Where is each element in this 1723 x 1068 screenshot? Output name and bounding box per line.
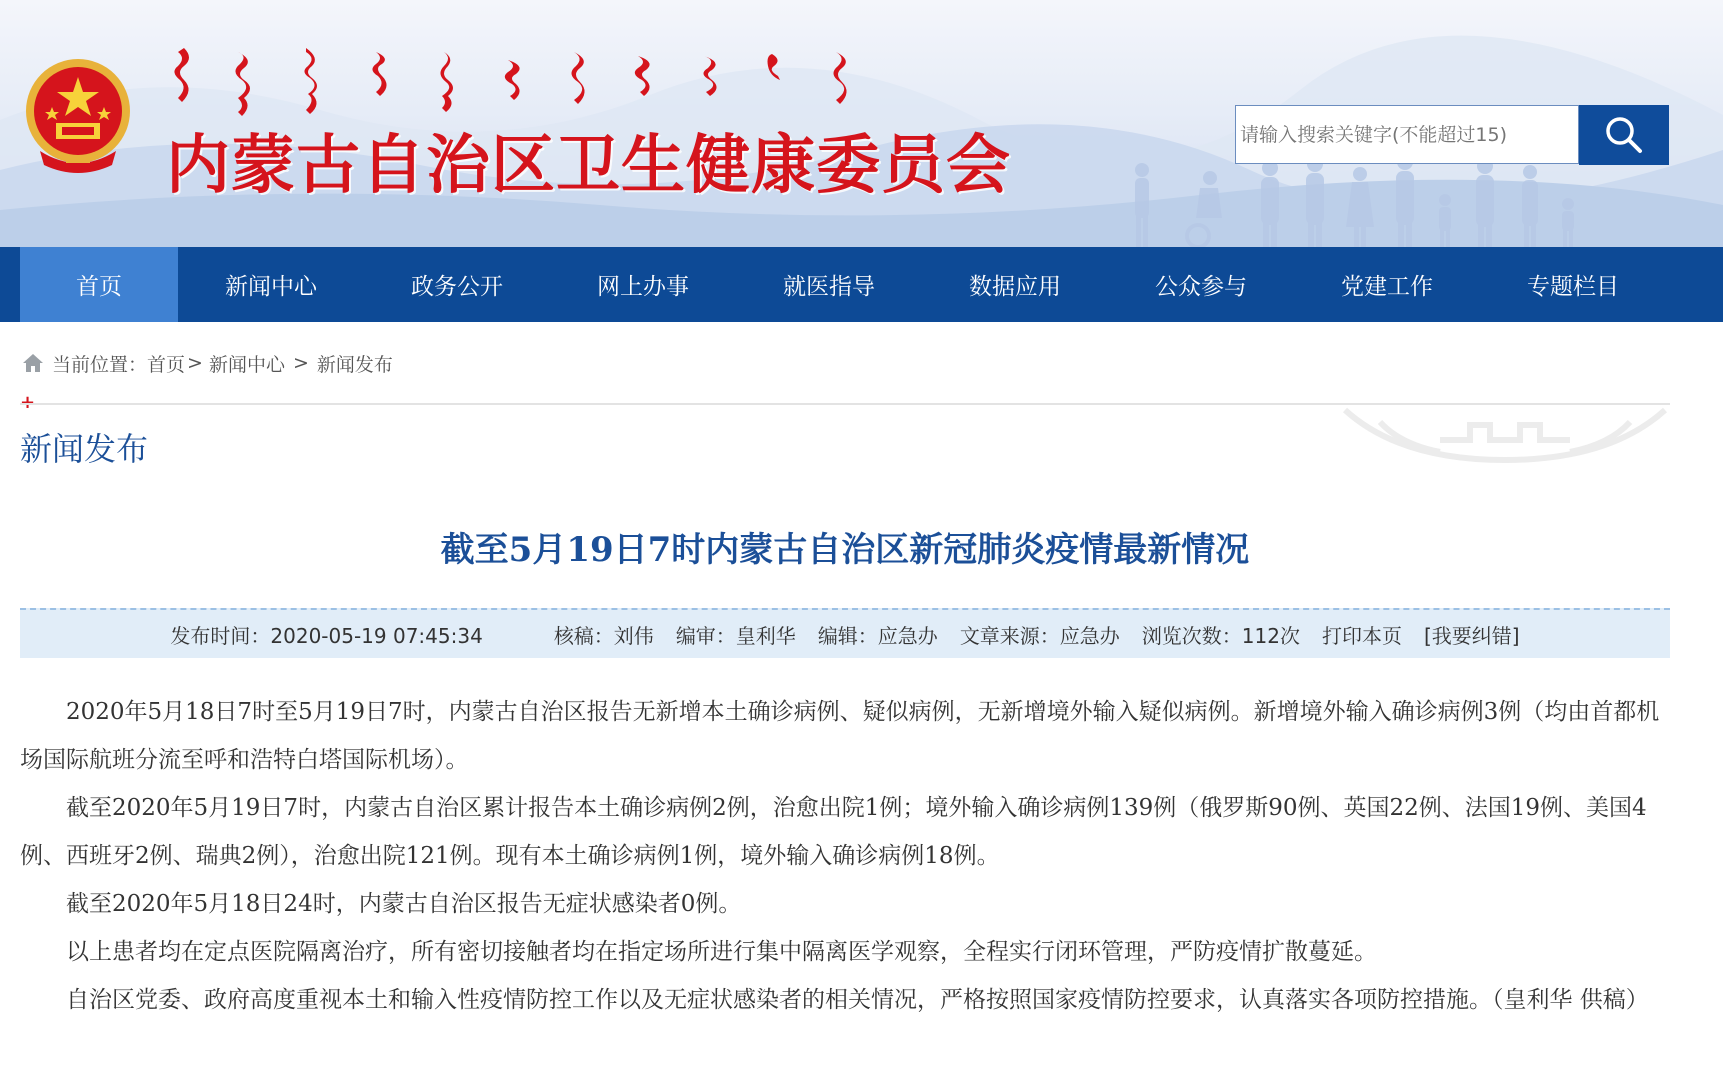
publish-time: 发布时间：2020-05-19 07:45:34 (170, 623, 483, 648)
mongolian-script-logo (168, 48, 948, 120)
people-silhouette-decoration (1120, 160, 1590, 247)
site-title: 内蒙古自治区卫生健康委员会 (166, 129, 1011, 203)
nav-item-news-center[interactable]: 新闻中心 (225, 274, 317, 300)
article-paragraph: 以上患者均在定点医院隔离治疗，所有密切接触者均在指定场所进行集中隔离医学观察，全程实行闭环管理，严防疫情扩散蔓延。 (66, 939, 1377, 965)
search-button[interactable] (1579, 105, 1669, 165)
editor: 编辑：应急办 (817, 623, 938, 648)
breadcrumb-news-center-link[interactable]: 新闻中心 (208, 353, 285, 376)
report-error-link[interactable]: [我要纠错] (1424, 623, 1520, 648)
article-source: 文章来源：应急办 (959, 623, 1120, 648)
breadcrumb-prefix: 当前位置： (52, 353, 148, 376)
breadcrumb-home-link[interactable]: 首页 (147, 353, 186, 376)
nav-item-party-building[interactable]: 党建工作 (1341, 274, 1433, 300)
breadcrumb-current-link[interactable]: 新闻发布 (316, 353, 393, 376)
reviewer: 核稿：刘伟 (553, 623, 654, 648)
view-count: 浏览次数：112次 (1141, 623, 1300, 648)
nav-item-public-participation[interactable]: 公众参与 (1155, 274, 1247, 300)
chief-editor: 编审：皇利华 (675, 623, 796, 648)
nav-item-medical-guide[interactable]: 就医指导 (783, 274, 875, 300)
section-title: 新闻发布 (20, 430, 149, 468)
article-paragraph: 截至2020年5月19日7时，内蒙古自治区累计报告本土确诊病例2例，治愈出院1例；境外输入确诊病例139例（俄罗斯90例、英国22例、法国19例、美国4例、西班牙2例、瑞典2例），治愈出院121例。现有本土确诊病例1例，境外输入确诊病例18例。 (20, 795, 1647, 869)
national-emblem-icon (22, 55, 134, 179)
breadcrumb-separator: > (292, 352, 309, 374)
article-paragraph: 自治区党委、政府高度重视本土和输入性疫情防控工作以及无症状感染者的相关情况，严格按照国家疫情防控要求，认真落实各项防控措施。（皇利华 供稿） (66, 987, 1649, 1013)
article-meta-bar (20, 608, 1670, 658)
nav-item-online-services[interactable]: 网上办事 (597, 274, 689, 300)
article-title: 截至5月19日7时内蒙古自治区新冠肺炎疫情最新情况 (440, 530, 1250, 570)
article-body (20, 688, 1672, 1024)
site-header (0, 0, 1723, 247)
nav-item-data-apps[interactable]: 数据应用 (969, 274, 1061, 300)
nav-item-gov-affairs[interactable]: 政务公开 (411, 274, 503, 300)
breadcrumb (22, 348, 393, 378)
nav-item-special-topics[interactable]: 专题栏目 (1527, 274, 1619, 300)
nav-item-home[interactable]: 首页 (20, 247, 178, 322)
search-input[interactable] (1235, 105, 1579, 164)
section-pattern-decoration (1340, 400, 1670, 468)
home-icon (22, 353, 44, 373)
search-icon (1603, 114, 1645, 156)
print-page-link[interactable]: 打印本页 (1322, 623, 1402, 648)
main-nav (0, 247, 1723, 322)
article-paragraph: 2020年5月18日7时至5月19日7时，内蒙古自治区报告无新增本土确诊病例、疑似病例，无新增境外输入疑似病例。新增境外输入确诊病例3例（均由首都机场国际航班分流至呼和浩特白塔国际机场）。 (20, 699, 1660, 773)
breadcrumb-separator: > (187, 352, 203, 374)
article-paragraph: 截至2020年5月18日24时，内蒙古自治区报告无症状感染者0例。 (66, 891, 742, 917)
